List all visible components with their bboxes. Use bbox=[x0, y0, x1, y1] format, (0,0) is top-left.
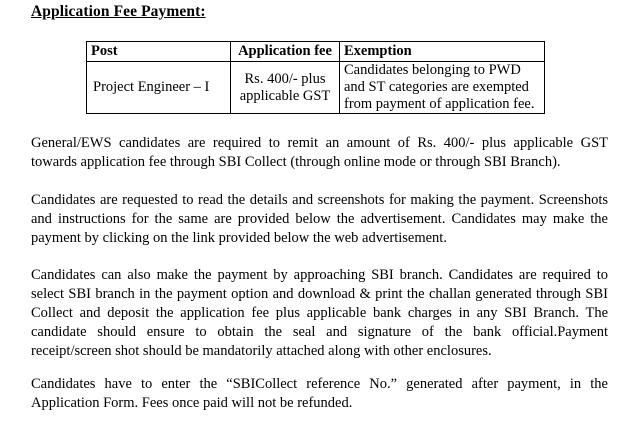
exemption-line: and ST categories are exempted bbox=[344, 79, 529, 95]
table-row bbox=[87, 62, 545, 114]
fee-line: applicable GST bbox=[239, 87, 331, 104]
text-line: select SBI branch in the payment option and download & print the challan generated through SBI bbox=[31, 286, 608, 302]
text-line: Candidates have to enter the “SBICollect reference No.” generated after payment, in the bbox=[31, 376, 608, 392]
text-line: Candidates are requested to read the details and screenshots for making the payment. Screenshots bbox=[31, 192, 608, 208]
text-line: receipt/screen shot should be mandatorily attached along with other enclosures. bbox=[31, 343, 492, 359]
text-line: payment by clicking on the link provided below the web advertisement. bbox=[31, 230, 447, 246]
paragraph-read-details bbox=[31, 191, 608, 248]
text-line: Collect and deposit the application fee plus applicable bank charges in any SBI Branch. The bbox=[31, 305, 608, 321]
header-post: Post bbox=[87, 42, 231, 62]
fee-line: Rs. 400/- plus bbox=[244, 70, 326, 87]
table-header-row bbox=[87, 42, 545, 62]
text-line: towards application fee through SBI Collect (through online mode or through SBI Branch). bbox=[31, 154, 561, 170]
exemption-line: from payment of application fee. bbox=[344, 96, 535, 112]
exemption-line: Candidates belonging to PWD bbox=[344, 62, 521, 78]
paragraph-sbi-branch bbox=[31, 266, 608, 361]
text-line: and instructions for the same are provided below the advertisement. Candidates may make the bbox=[31, 211, 608, 227]
cell-post: Project Engineer – I bbox=[87, 62, 231, 114]
cell-exemption bbox=[340, 62, 545, 114]
text-line: Application Form. Fees once paid will not be refunded. bbox=[31, 395, 353, 411]
text-line: General/EWS candidates are required to remit an amount of Rs. 400/- plus applicable GST bbox=[31, 135, 608, 151]
paragraph-reference-no bbox=[31, 375, 608, 413]
text-line: Candidates can also make the payment by approaching SBI branch. Candidates are required to bbox=[31, 267, 608, 283]
section-heading: Application Fee Payment: bbox=[31, 3, 206, 20]
paragraph-general-ews bbox=[31, 134, 608, 172]
fee-table bbox=[86, 41, 545, 114]
header-application-fee: Application fee bbox=[231, 42, 340, 62]
cell-application-fee bbox=[231, 62, 340, 114]
header-exemption: Exemption bbox=[340, 42, 545, 62]
text-line: candidate should ensure to obtain the seal and signature of the bank official.Payment bbox=[31, 324, 608, 340]
